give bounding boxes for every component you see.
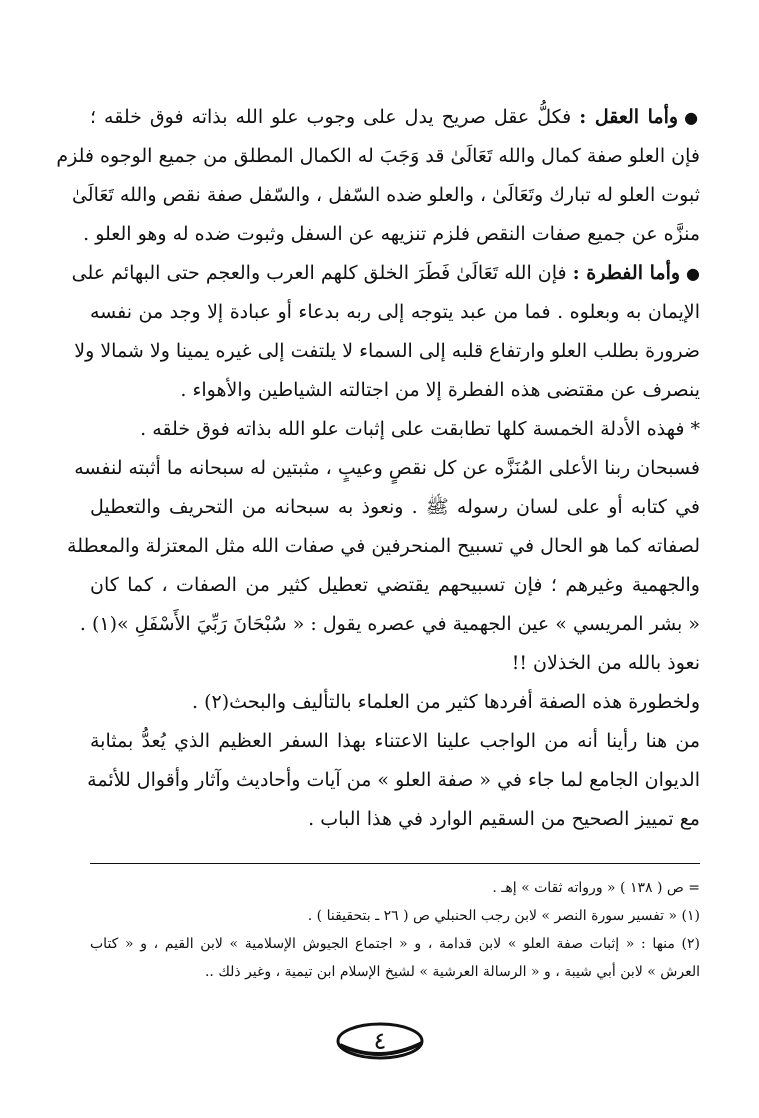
bullet-icon: ● bbox=[684, 108, 700, 127]
footnote-line: العرش » لابن أبي شيبة ، و « الرسالة العرشية » لشيخ الإسلام ابن تيمية ، وغير ذلك .. bbox=[204, 964, 700, 980]
text-line: منزَّه عن جميع صفات النقص فلزم تنزيهه عن السفل وثبوت ضده له وهو العلو . bbox=[83, 223, 700, 245]
text-line: نعوذ بالله من الخذلان !! bbox=[511, 652, 700, 674]
footnote-line: (٢) منها : « إثبات صفة العلو » لابن قدامة ، و « اجتماع الجيوش الإسلامية » لابن القيم ، و « كتاب bbox=[90, 936, 700, 952]
section-heading-fitra: وأما الفطرة : bbox=[572, 262, 681, 284]
text-line: من هنا رأينا أنه من الواجب علينا الاعتناء بهذا السفر العظيم الذي يُعدُّ بمثابة bbox=[90, 730, 700, 752]
footnote-divider bbox=[90, 863, 700, 864]
text-line: ولخطورة هذه الصفة أفردها كثير من العلماء بالتأليف والبحث(٢) . bbox=[192, 691, 700, 713]
text-line: ضرورة بطلب العلو وارتفاع قلبه إلى السماء لا يلتفت إلى غيره يمينا ولا شمالا ولا bbox=[74, 340, 700, 362]
section-heading-reason: وأما العقل : bbox=[579, 106, 679, 128]
page-number: ٤ bbox=[373, 1027, 387, 1055]
text-line: ينصرف عن مقتضى هذه الفطرة إلا من اجتالته الشياطين والأهواء . bbox=[180, 379, 700, 401]
text-line: والجهمية وغيرهم ؛ فإن تسبيحهم يقتضي تعطيل كثير من الصفات ، كما كان bbox=[90, 574, 700, 596]
body-text bbox=[56, 98, 700, 839]
text-line: ●وأما الفطرة : فإن الله تَعَالَىٰ فَطَرَ الخلق كلهم العرب والعجم حتى البهائم على bbox=[71, 262, 700, 284]
text-line: مع تمييز الصحيح من السقيم الوارد في هذا الباب . bbox=[308, 808, 700, 830]
text-line: * فهذه الأدلة الخمسة كلها تطابقت على إثبات علو الله بذاته فوق خلقه . bbox=[140, 418, 700, 440]
footnote-line: = ص ( ١٣٨ ) « ورواته ثقات » إهـ . bbox=[492, 880, 700, 896]
footnote-line: (١) « تفسير سورة النصر » لابن رجب الحنبلي ص ( ٢٦ ـ بتحقيقنا ) . bbox=[307, 908, 700, 924]
text-line: لصفاته كما هو الحال في تسبيح المنحرفين في صفات الله مثل المعتزلة والمعطلة bbox=[67, 535, 700, 557]
text-line: الإيمان به وبعلوه . فما من عبد يتوجه إلى ربه بدعاء أو عبادة إلا وجد من نفسه bbox=[90, 301, 700, 323]
text-line: فإن العلو صفة كمال والله تَعَالَىٰ قد وَجَبَ له الكمال المطلق من جميع الوجوه فلزم bbox=[56, 145, 700, 167]
text-line: الديوان الجامع لما جاء في « صفة العلو » من آيات وأحاديث وآثار وأقوال للأئمة bbox=[87, 769, 700, 791]
bullet-icon: ● bbox=[686, 264, 700, 283]
footnotes bbox=[90, 874, 700, 986]
text-line: « بشر المريسي » عين الجهمية في عصره يقول : « سُبْحَانَ رَبِّيَ الأَسْفَلِ »(١) . bbox=[79, 613, 700, 635]
text-line: ●وأما العقل : فكلُّ عقل صريح يدل على وجوب علو الله بذاته فوق خلقه ؛ bbox=[90, 106, 700, 128]
page-number-badge bbox=[330, 1018, 430, 1064]
text-line: في كتابه أو على لسان رسوله ﷺ . ونعوذ به سبحانه من التحريف والتعطيل bbox=[90, 496, 700, 518]
text-line: ثبوت العلو له تبارك وتَعَالَىٰ ، والعلو ضده السّفل ، والسّفل صفة نقص والله تَعَالَىٰ bbox=[71, 184, 700, 206]
text-line: فسبحان ربنا الأعلى المُنَزَّه عن كل نقصٍ وعيبٍ ، مثبتين له سبحانه ما أثبته لنفسه bbox=[74, 457, 700, 479]
